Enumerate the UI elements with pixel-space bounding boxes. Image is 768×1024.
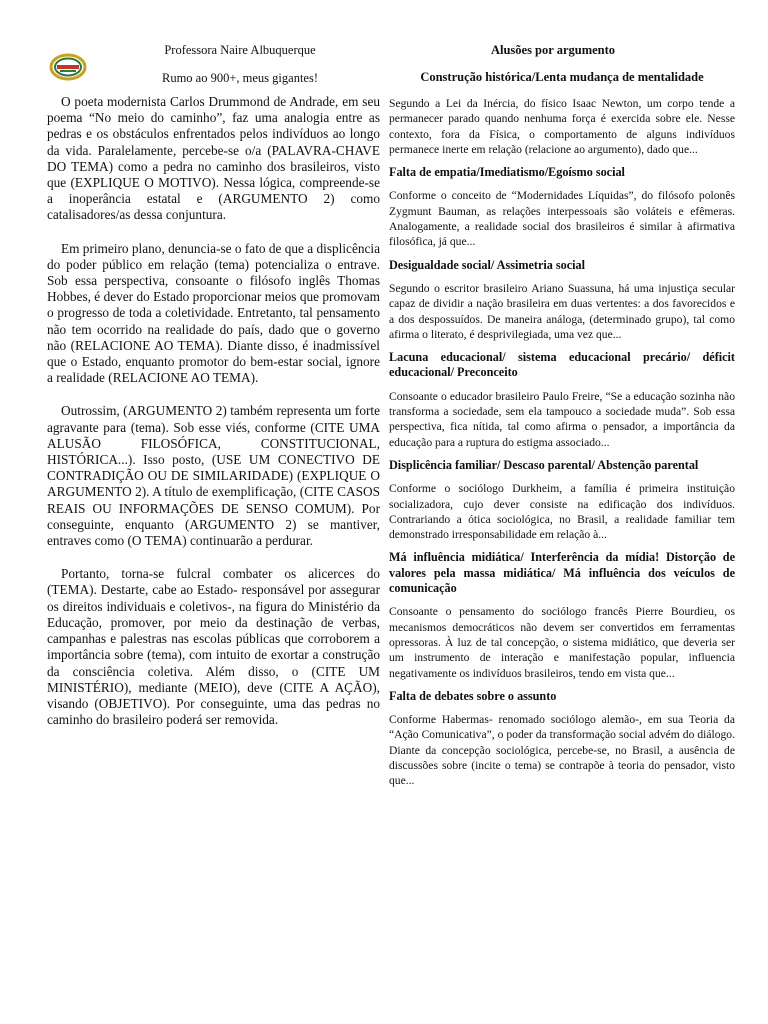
paragraph-argument-1: Em primeiro plano, denuncia-se o fato de que a displicência do poder público em relação (tema) potencializa o entrave. Sob essa perspectiva, consoante o filósofo inglês Thomas Hobbes, é dever do Estado proporcionar meios que promovam o progresso de toda a coletividade. Entretanto, tal pensamento não tem ocorrido na realidade do país, dado que o governo não (RELACIONE AO TEMA). Diante disso, é inadmissível que o Estado, enquanto promotor do bem-estar social, ignore a realidade (RELACIONE AO TEMA). [47, 240, 381, 386]
section-title: Construção histórica/Lenta mudança de mentalidade [420, 70, 704, 84]
paragraph-argument-2: Outrossim, (ARGUMENTO 2) também representa um forte agravante para (tema). Sob esse viés, conforme (CITE UMA ALUSÃO FILOSÓFICA, CONSTITUCIONAL, HISTÓRICA...). Isso posto, (USE UM CONECTIVO DE CONTRADIÇÃO OU DE SIMILARIDADE) (EXPLIQUE O ARGUMENTO 2). A título de exemplificação, (CITE CASOS REAIS OU INFORMAÇÕES DE SENSO COMUM). Por conseguinte, enquanto (ARGUMENTO 2) se mantiver, entraves como (O TEMA) continuarão a perdurar. [47, 403, 380, 549]
subtitle: Rumo ao 900+, meus gigantes! [162, 71, 318, 85]
paragraph-introduction: O poeta modernista Carlos Drummond de Andrade, em seu poema “No meio do caminho”, faz uma analogia entre as pedras e os obstáculos enfrentados pelos indivíduos ao longo da vida. Paralelamente, percebe-se o/a (PALAVRA-CHAVE DO TEMA) como a pedra no caminho dos brasileiros, visto que (EXPLIQUE O MOTIVO). Nessa lógica, compreende-se a inoperância estatal e (ARGUMENTO 2) como catalisadores/as dessa conjuntura. [47, 94, 380, 223]
section-title: Falta de empatia/Imediatismo/Egoísmo social [389, 165, 625, 180]
section-title: Displicência familiar/ Descaso parental/ Abstenção parental [389, 457, 699, 472]
essay-template [47, 94, 380, 745]
school-logo-icon [48, 52, 88, 82]
teacher-name: Professora Naire Albuquerque [164, 43, 316, 57]
section-title: Falta de debates sobre o assunto [389, 688, 557, 703]
section-title: Má influência midiática/ Interferência da mídia! Distorção de valores pela massa midiática/ Má influência dos veículos de comunicação [389, 550, 735, 596]
section-text: Conforme o conceito de “Modernidades Líquidas”, do filósofo polonês Zygmunt Bauman, as relações interpessoais são voláteis e efêmeras. Analogamente, a realidade social dos brasileiros é similar à afirmativa filosófica, já que... [389, 189, 735, 249]
section-text: Conforme Habermas- renomado sociólogo alemão-, em sua Teoria da “Ação Comunicativa”, o poder da transformação social advém do diálogo. Diante da concepção sociológica, percebe-se, no Brasil, a ausência de discussões sobre (incite o tema) se contrapõe à teoria do pensador, visto que... [389, 713, 735, 788]
section-text: Segundo a Lei da Inércia, do físico Isaac Newton, um corpo tende a permanecer parado quando nenhuma força é exercida sobre ele. Nesse contexto, fora da Física, o comportamento de alguns indivíduos permanece inerte em relação (relacione ao argumento), dado que... [389, 97, 735, 156]
section-text: Consoante o educador brasileiro Paulo Freire, “Se a educação sozinha não transforma a sociedade, sem ela tampouco a sociedade muda”. Sob essa perspectiva, fica nítida, tal como afirma o pensador, a importância da educação para a ruptura do estigma associado... [389, 389, 735, 449]
section-title: Lacuna educacional/ sistema educacional precário/ déficit educacional/ Preconceito [389, 350, 735, 380]
section-title: Desigualdade social/ Assimetria social [389, 257, 586, 272]
section-text: Conforme o sociólogo Durkheim, a família é primeira instituição socializadora, cujo dever consiste na edificação dos indivíduos. Contrariando a ótica sociológica, no Brasil, a realidade familiar tem demonstrado irresponsabilidade em relação à... [389, 482, 735, 542]
section-text: Segundo o escritor brasileiro Ariano Suassuna, há uma injustiça secular capaz de dividir a nação brasileira em duas vertentes: a dos favorecidos e a dos despossuídos. De maneira análoga, (determinado grupo), tal como afirma o literato, é desprivilegiada, uma vez que... [389, 281, 735, 341]
allusions-list [389, 70, 735, 797]
section-text: Consoante o pensamento do sociólogo francês Pierre Bourdieu, os mecanismos democráticos não devem ser convertidos em ferramentas opressoras. À luz de tal concepção, o sistema midiático, que deveria ser um instrumento de interação e manifestação popular, influencia negativamente os indivíduos brasileiros, tendo em vista que... [389, 605, 735, 680]
paragraph-conclusion: Portanto, torna-se fulcral combater os alicerces do (TEMA). Destarte, cabe ao Estado- responsável por assegurar os direitos individuais e coletivos-, na figura do Ministério da Educação, promover, por meio da destinação de verbas, campanhas e palestras nas escolas públicas que corroborem a importância sobre (tema), com intuito de exortar a construção da consciência coletiva. Além disso, o (CITE UM MINISTÉRIO), mediante (MEIO), deve (CITE A AÇÃO), visando (OBJETIVO). Por conseguinte, uma das pedras no caminho do brasileiro poderá ser removida. [47, 566, 380, 728]
right-column-title: Alusões por argumento [490, 43, 616, 57]
